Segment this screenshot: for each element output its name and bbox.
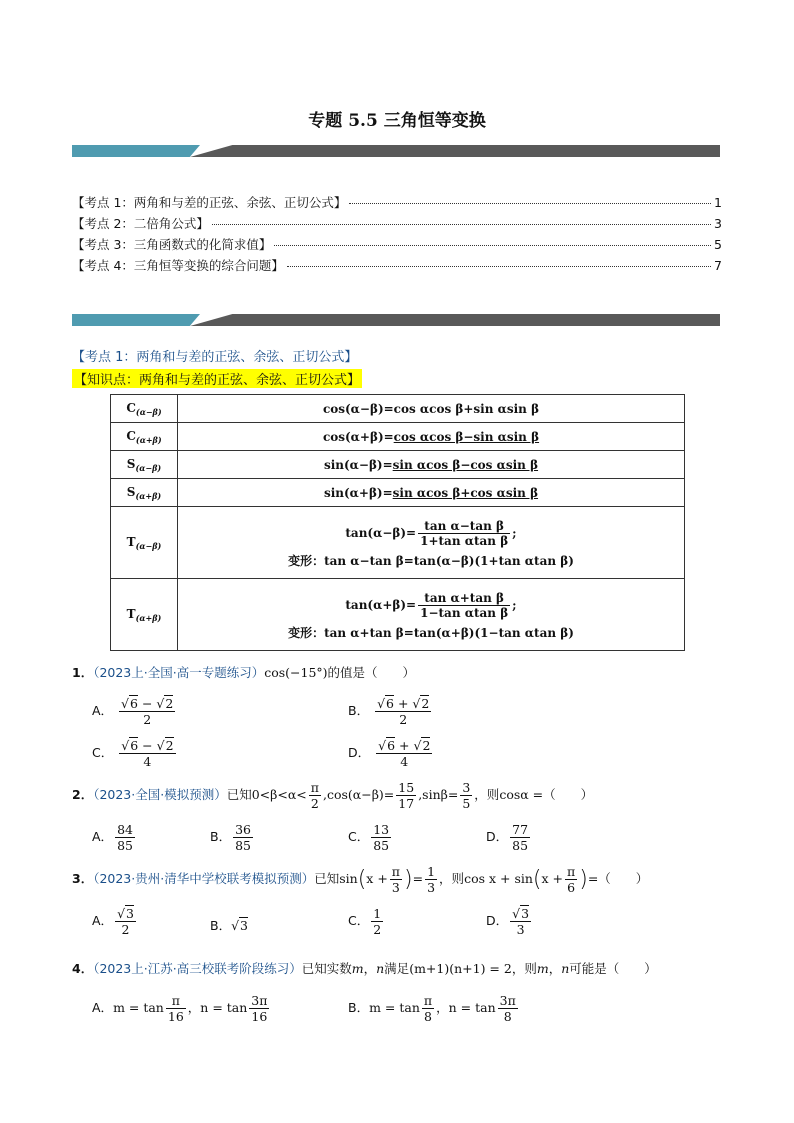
question-2-stem: 2．（2023·全国·模拟预测）已知0<β<α< $\frac{\pi}{2}$ ,cos(α−β)= $\frac{15}{17}$ ,sinβ= $\frac{3}{5}$ ，则cosα =（ ） bbox=[72, 780, 594, 811]
toc-item-1[interactable]: 【考点 1：两角和与差的正弦、余弦、正切公式】 1 bbox=[72, 195, 722, 210]
q2-option-c[interactable]: C． $\frac{13}{85}$ bbox=[348, 822, 390, 853]
formula-row-s-plus bbox=[111, 479, 685, 507]
header-divider bbox=[72, 145, 720, 157]
formula-table bbox=[110, 394, 685, 651]
q1-option-d[interactable]: D． $\frac{√6 + √2}{4}$ bbox=[348, 738, 431, 769]
formula-row-t-minus bbox=[111, 507, 685, 579]
formula-text: cos(α−β)=cos αcos β+sin αsin β bbox=[178, 395, 685, 423]
formula-row-t-plus bbox=[111, 579, 685, 651]
question-4-stem: 4．（2023上·江苏·高三校联考阶段练习）已知实数m，n满足(m+1)(n+1) = 2，则m，n可能是（ ） bbox=[72, 961, 657, 976]
q2-option-b[interactable]: B． $\frac{36}{85}$ bbox=[210, 822, 251, 853]
q2-option-d[interactable]: D． $\frac{77}{85}$ bbox=[486, 822, 529, 853]
formula-text: tan(α+β)= $\frac{\text{tan α+tan β}}{\text{1−tan αtan β}}$ ; 变形：tan α+tan β=tan(α+β)(1−tan αtan β) bbox=[178, 579, 685, 651]
formula-text: sin(α+β)=sin αcos β+cos αsin β bbox=[178, 479, 685, 507]
section-divider bbox=[72, 314, 720, 326]
question-3-stem: 3．（2023·贵州·清华中学校联考模拟预测）已知sin(x + $\frac{\pi}{3}$ )= $\frac{1}{3}$ ，则cos x + sin(x + $\frac{\pi}{6}$ )=（ ） bbox=[72, 864, 649, 895]
q1-option-b[interactable]: B． $\frac{√6 + √2}{2}$ bbox=[348, 696, 430, 727]
section-heading: 【考点 1：两角和与差的正弦、余弦、正切公式】 bbox=[72, 350, 358, 365]
formula-label: $S_{(\alpha-\beta)}$ bbox=[111, 451, 178, 479]
formula-label: $C_{(\alpha-\beta)}$ bbox=[111, 395, 178, 423]
formula-row-c-minus bbox=[111, 395, 685, 423]
q3-option-a[interactable]: A． $\frac{√3}{2}$ bbox=[92, 906, 134, 937]
q1-option-a[interactable]: A． $\frac{√6 - √2}{2}$ bbox=[92, 696, 174, 727]
q3-option-c[interactable]: C． $\frac{1}{2}$ bbox=[348, 906, 382, 937]
formula-text: cos(α+β)=cos αcos β−sin αsin β bbox=[178, 423, 685, 451]
question-1-stem: 1．（2023上·全国·高一专题练习）cos(−15°)的值是（ ） bbox=[72, 665, 416, 680]
formula-text: tan(α−β)= $\frac{\text{tan α−tan β}}{\text{1+tan αtan β}}$ ; 变形：tan α−tan β=tan(α−β)(1+tan αtan β) bbox=[178, 507, 685, 579]
formula-text: sin(α−β)=sin αcos β−cos αsin β bbox=[178, 451, 685, 479]
formula-label: $T_{(\alpha+\beta)}$ bbox=[111, 579, 178, 651]
page-title: 专题 5.5 三角恒等变换 bbox=[308, 111, 486, 131]
formula-row-c-plus bbox=[111, 423, 685, 451]
knowledge-point-heading: 【知识点：两角和与差的正弦、余弦、正切公式】 bbox=[72, 369, 362, 388]
formula-row-s-minus bbox=[111, 451, 685, 479]
q4-option-a[interactable]: A．m = tan $\frac{\pi}{16}$ ，n = tan $\frac{3\pi}{16}$ bbox=[92, 993, 268, 1024]
q3-option-d[interactable]: D． $\frac{√3}{3}$ bbox=[486, 906, 530, 937]
formula-label: $S_{(\alpha+\beta)}$ bbox=[111, 479, 178, 507]
q3-option-b[interactable]: B．√3 bbox=[210, 918, 248, 933]
q1-option-c[interactable]: C． $\frac{√6 - √2}{4}$ bbox=[92, 738, 174, 769]
q4-option-b[interactable]: B．m = tan $\frac{\pi}{8}$ ，n = tan $\frac{3\pi}{8}$ bbox=[348, 993, 516, 1024]
toc-item-4[interactable]: 【考点 4：三角恒等变换的综合问题】 7 bbox=[72, 258, 722, 273]
formula-label: $C_{(\alpha+\beta)}$ bbox=[111, 423, 178, 451]
q2-option-a[interactable]: A． $\frac{84}{85}$ bbox=[92, 822, 133, 853]
toc-item-2[interactable]: 【考点 2：二倍角公式】 3 bbox=[72, 216, 722, 231]
toc-item-3[interactable]: 【考点 3：三角函数式的化简求值】 5 bbox=[72, 237, 722, 252]
formula-label: $T_{(\alpha-\beta)}$ bbox=[111, 507, 178, 579]
